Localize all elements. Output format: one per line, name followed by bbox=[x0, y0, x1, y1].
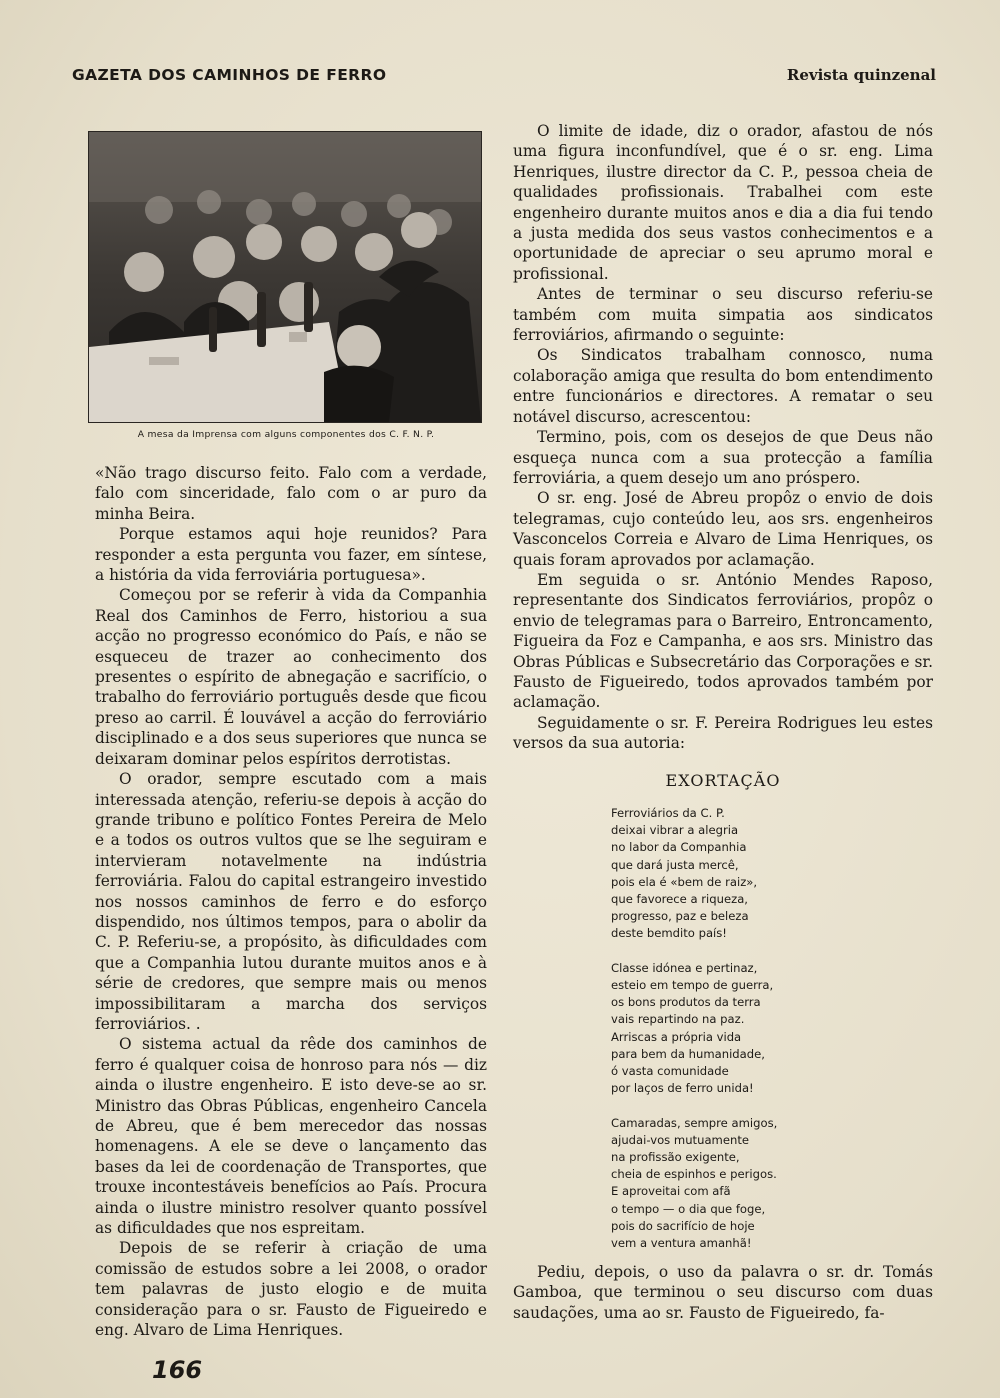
paragraph: Porque estamos aqui hoje reunidos? Para responder a esta pergunta vou fazer, em síntese, a história da vida ferroviária portuguesa». bbox=[95, 525, 487, 585]
poem-stanza bbox=[611, 1115, 911, 1253]
paragraph: O limite de idade, diz o orador, afastou de nós uma figura inconfundível, que é o sr. eng. Lima Henriques, ilustre director da C. P., pessoa cheia de qualidades profissionais. Trabalhei com este engenheiro durante muitos anos e dia a dia fui tendo a justa medida dos seus vastos conhecimentos e a oportunidade de apreciar o seu aprumo moral e profissional. bbox=[513, 122, 933, 283]
poem-line: Camaradas, sempre amigos, bbox=[611, 1115, 778, 1130]
poem-line: que favorece a riqueza, bbox=[611, 892, 748, 907]
poem-line: para bem da humanidade, bbox=[611, 1046, 765, 1061]
poem bbox=[611, 805, 911, 1269]
poem-line: ajudai-vos mutuamente bbox=[611, 1132, 750, 1147]
paragraph: Começou por se referir à vida da Companhia Real dos Caminhos de Ferro, historiou a sua acção no progresso económico do País, e não se esqueceu de trazer ao conhecimento dos presentes o espírito de abnegação e sacrifício, o trabalho do ferroviário português desde que ficou preso ao carril. É louvável a acção do ferroviário disciplinado e a dos seus superiores que nunca se deixaram dominar pelos espíritos derrotistas. bbox=[95, 586, 487, 768]
page-number: 166 bbox=[152, 1356, 203, 1384]
photo-caption: A mesa da Imprensa com alguns componentes dos C. F. N. P. bbox=[137, 429, 435, 440]
poem-line: vais repartindo na paz. bbox=[611, 1012, 745, 1027]
right-text-column bbox=[513, 121, 933, 754]
poem-title: EXORTAÇÃO bbox=[665, 771, 781, 790]
photo-illustration bbox=[89, 132, 481, 422]
paragraph: Antes de terminar o seu discurso referiu-se também com muita simpatia aos sindicatos ferroviários, afirmando o seguinte: bbox=[513, 285, 933, 345]
paragraph: Depois de se referir à criação de uma comissão de estudos sobre a lei 2008, o orador tem palavras de justo elogio e de muita consideração para o sr. Fausto de Figueiredo e eng. Alvaro de Lima Henriques. bbox=[95, 1239, 487, 1340]
poem-line: progresso, paz e beleza bbox=[611, 909, 749, 924]
page-header bbox=[72, 66, 936, 88]
poem-line: deste bemdito país! bbox=[611, 926, 727, 941]
poem-line: pois do sacrifício de hoje bbox=[611, 1218, 755, 1233]
poem-line: esteio em tempo de guerra, bbox=[611, 978, 774, 993]
journal-title: GAZETA DOS CAMINHOS DE FERRO bbox=[72, 66, 387, 84]
right-text-column-end bbox=[513, 1262, 933, 1323]
poem-line: vem a ventura amanhã! bbox=[611, 1236, 752, 1251]
journal-subtitle: Revista quinzenal bbox=[786, 66, 936, 84]
left-text-column bbox=[95, 463, 487, 1340]
poem-line: Classe idónea e pertinaz, bbox=[611, 960, 758, 975]
paragraph: O sr. eng. José de Abreu propôz o envio de dois telegramas, cujo conteúdo leu, aos srs. engenheiros Vasconcelos Correia e Alvaro de Lima Henriques, os quais foram aprovados por aclamação. bbox=[513, 489, 933, 569]
poem-line: os bons produtos da terra bbox=[611, 995, 761, 1010]
poem-line: pois ela é «bem de raiz», bbox=[611, 874, 758, 889]
paragraph: Pediu, depois, o uso da palavra o sr. dr. Tomás Gamboa, que terminou o seu discurso com duas saudações, uma ao sr. Fausto de Figueiredo, fa- bbox=[513, 1263, 933, 1322]
poem-stanza bbox=[611, 805, 911, 943]
paragraph: Termino, pois, com os desejos de que Deus não esqueça nunca com a sua protecção a família ferroviária, a quem desejo um ano próspero. bbox=[513, 428, 933, 487]
paragraph: Seguidamente o sr. F. Pereira Rodrigues leu estes versos da sua autoria: bbox=[513, 713, 933, 753]
poem-line: cheia de espinhos e perigos. bbox=[611, 1167, 777, 1182]
paragraph: «Não trago discurso feito. Falo com a verdade, falo com sinceridade, falo com o ar puro da minha Beira. bbox=[95, 464, 487, 523]
poem-stanza bbox=[611, 960, 911, 1098]
poem-line: na profissão exigente, bbox=[611, 1150, 740, 1165]
paragraph: O orador, sempre escutado com a mais interessada atenção, referiu-se depois à acção do grande tribuno e político Fontes Pereira de Melo e a todos os outros vultos que se lhe seguiram e intervieram notavelmente na indústria ferroviária. Falou do capital estrangeiro investido nos nossos caminhos de ferro e do esforço dispendido, nos últimos tempos, para o abolir da C. P. Referiu-se, a propósito, às dificuldades com que a Companhia lutou durante muitos anos e à série de credores, que sempre mais ou menos impossibilitaram a marcha dos serviços ferroviários. . bbox=[95, 770, 487, 1033]
poem-line: ó vasta comunidade bbox=[611, 1064, 729, 1079]
poem-line: E aproveitai com afã bbox=[611, 1184, 731, 1199]
poem-line: deixai vibrar a alegria bbox=[611, 823, 739, 838]
poem-line: o tempo — o dia que foge, bbox=[611, 1201, 766, 1216]
poem-line: no labor da Companhia bbox=[611, 840, 747, 855]
press-table-photo bbox=[88, 131, 482, 423]
poem-line: por laços de ferro unida! bbox=[611, 1081, 754, 1096]
paragraph: O sistema actual da rêde dos caminhos de ferro é qualquer coisa de honroso para nós — diz ainda o ilustre engenheiro. E isto deve-se ao sr. Ministro das Obras Públicas, engenheiro Cancela de Abreu, que é bem merecedor das nossas homenagens. A ele se deve o lançamento das bases da lei de coordenação de Transportes, que trouxe incontestáveis benefícios ao País. Procura ainda o ilustre ministro resolver quanto possível as dificuldades que nos espreitam. bbox=[95, 1035, 487, 1238]
paragraph: Em seguida o sr. António Mendes Raposo, representante dos Sindicatos ferroviários, propôz o envio de telegramas para o Barreiro, Entroncamento, Figueira da Foz e Campanha, e aos srs. Ministro das Obras Públicas e Subsecretário das Corporações e sr. Fausto de Figueiredo, todos aprovados também por aclamação. bbox=[513, 570, 933, 712]
poem-line: Arriscas a própria vida bbox=[611, 1029, 742, 1044]
paragraph: Os Sindicatos trabalham connosco, numa colaboração amiga que resulta do bom entendimento entre funcionários e directores. A rematar o seu notável discurso, acrescentou: bbox=[513, 346, 933, 426]
poem-line: Ferroviários da C. P. bbox=[611, 806, 725, 820]
poem-line: que dará justa mercê, bbox=[611, 857, 739, 872]
